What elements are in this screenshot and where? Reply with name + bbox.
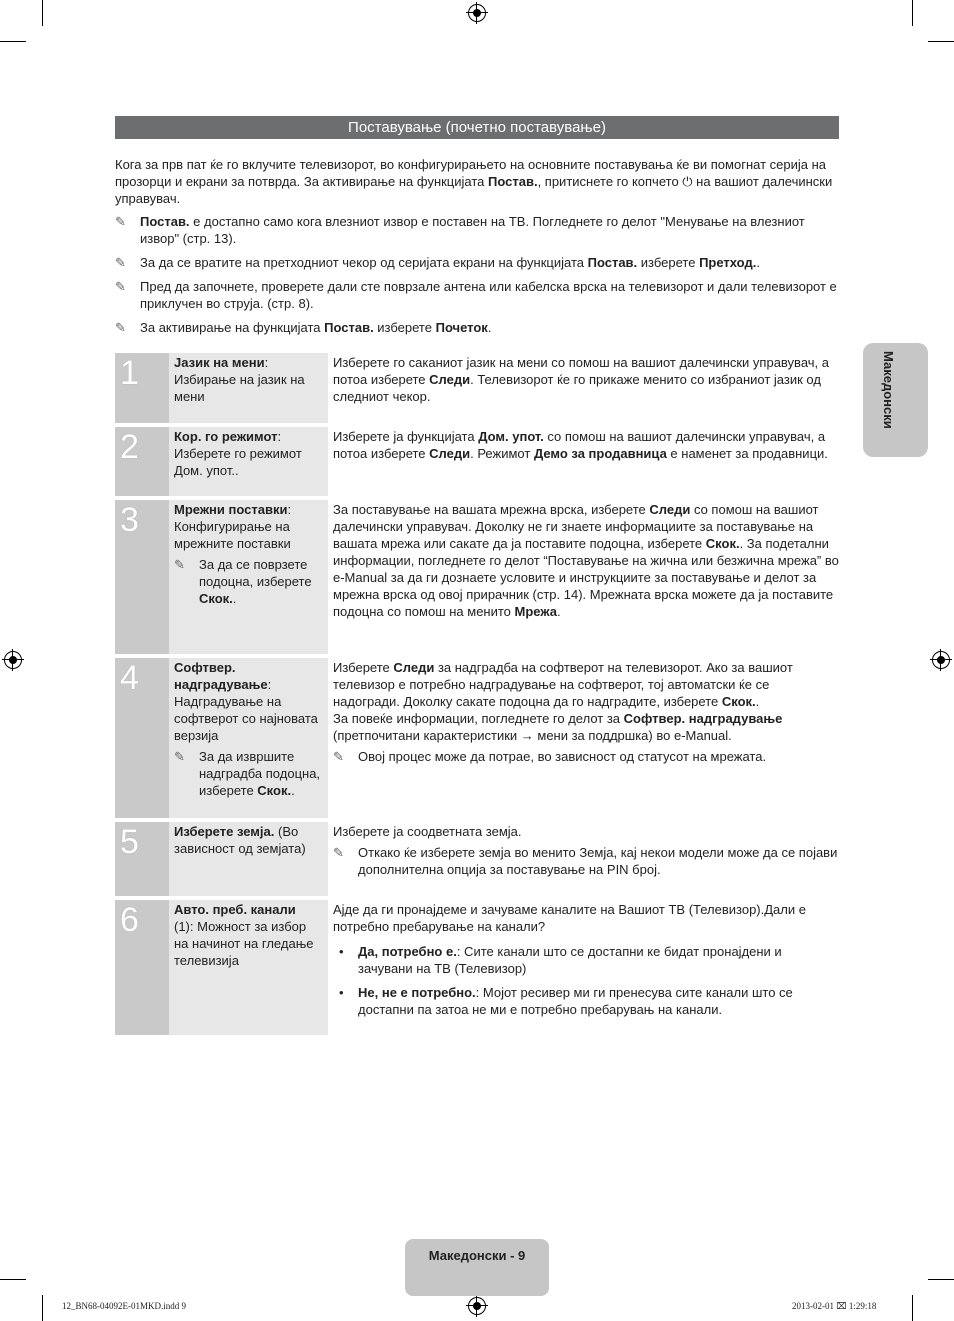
step-title: Кор. го режимот: Изберете го режимот Дом. упот.. bbox=[169, 427, 328, 496]
note-pencil-icon: ✎ bbox=[174, 749, 185, 764]
language-side-label: Македонски bbox=[881, 351, 896, 429]
note-pencil-icon: ✎ bbox=[115, 320, 126, 335]
registration-mark-icon bbox=[468, 4, 486, 22]
step-title: Софтвер. надградување: Надградување на софтверот со најновата верзија ✎ За да извршите надградба подоцна, изберете Скок.. bbox=[169, 658, 328, 818]
step-description: Изберете го саканиот јазик на мени со помош на вашиот далечински управувач, а потоа изберете Следи. Телевизорот ќе го прикаже менито со избраниот јазик од следниот чекор. bbox=[333, 355, 829, 404]
step-title: Јазик на мени: Избирање на јазик на мени bbox=[169, 353, 328, 423]
crop-mark bbox=[912, 0, 913, 26]
step-number: 3 bbox=[115, 500, 169, 654]
step-number: 2 bbox=[115, 427, 169, 496]
intro bbox=[115, 156, 839, 343]
print-footer-filename: 12_BN68-04092E-01MKD.indd 9 bbox=[62, 1301, 186, 1311]
step-number: 5 bbox=[115, 822, 169, 896]
crop-mark bbox=[912, 1295, 913, 1321]
step-description: Изберете ја функцијата Дом. упот. со помош на вашиот далечински управувач, а потоа изберете Следи. Режимот Демо за продавница е наменет за продавници. bbox=[333, 429, 828, 461]
note-pencil-icon: ✎ bbox=[115, 214, 126, 229]
option-list bbox=[333, 943, 839, 1018]
note-pencil-icon: ✎ bbox=[115, 255, 126, 270]
step-number: 6 bbox=[115, 900, 169, 1035]
step-description: За поставување на вашата мрежна врска, изберете Следи со помош на вашиот далечински управувач. Доколку не ги знаете информациите за поставување на вашата мрежа или сакате да ја поставите подоцна, изберете Скок.. За подетални информации, погледнете го делот “Поставување на жична или безжична мрежа” во e-Manual за да ги дознаете условите и инструкциите за поставување и делот за мрежна врска од овој прирачник (стр. 14). Мрежната врска можете да ја поставите подоцна со помош на менито Мрежа. bbox=[333, 502, 839, 619]
section-title: Поставување (почетно поставување) bbox=[115, 116, 839, 139]
note: ✎ За да се поврзете подоцна, изберете Скок.. bbox=[174, 557, 312, 606]
step-row bbox=[115, 658, 839, 818]
step-description: Изберете Следи за надградба на софтверот на телевизорот. Ако за вашиот телевизор е потребно надградување на софтверот, тој автоматски ќе се надогради. Доколку сакате подоцна да го надградите, изберете Скок.. За повеќе информации, погледнете го делот за Софтвер. надградување (претпочитани карактеристики → мени за поддршка) во e-Manual. ✎ Овој процес може да потрае, во зависност од статусот на мрежата. bbox=[328, 658, 839, 818]
note: ✎ Постав. е достапно само кога влезниот извор е поставен на ТВ. Погледнете го делот "Менување на влезниот извор" (стр. 13). bbox=[115, 214, 805, 246]
note-pencil-icon: ✎ bbox=[333, 845, 344, 860]
crop-mark bbox=[0, 1279, 26, 1280]
note: ✎ За да се вратите на претходниот чекор од серијата екрани на функцијата Постав. изберете Претход.. bbox=[115, 255, 760, 270]
crop-mark bbox=[928, 1279, 954, 1280]
note-pencil-icon: ✎ bbox=[115, 279, 126, 294]
step-title: Изберете земја. (Во зависност од земјата) bbox=[169, 822, 328, 896]
note: ✎ За да извршите надградба подоцна, изберете Скок.. bbox=[174, 749, 321, 798]
step-description: Ајде да ги пронајдеме и зачуваме каналите на Вашиот ТВ (Телевизор).Дали е потребно пребарување на канали? • Да, потребно е.: Сите канали што се достапни ке бидат пронајдени и зачувани на ТВ (Телевизор) • Не, не е потребно.: Мојот ресивер ми ги пренесува сите канали што се достапни па затоа не ми е потребно пребарувањ на канали. bbox=[328, 900, 839, 1035]
registration-mark-icon bbox=[4, 651, 22, 669]
step-row bbox=[115, 353, 839, 423]
registration-mark-icon bbox=[468, 1297, 486, 1315]
setup-steps-table bbox=[115, 353, 839, 1039]
step-number: 4 bbox=[115, 658, 169, 818]
crop-mark bbox=[0, 41, 26, 42]
note: ✎ За активирање на функцијата Постав. изберете Почеток. bbox=[115, 320, 492, 335]
bullet-icon: • bbox=[339, 985, 344, 1000]
note: ✎ Пред да започнете, проверете дали сте поврзале антена или кабелска врска на телевизорот и дали телевизорот е приклучен во струја. (стр. 8). bbox=[115, 279, 837, 311]
note: ✎ Откако ќе изберете земја во менито Земја, кај некои модели може да се појави дополнителна опција за поставување на PIN број. bbox=[333, 845, 838, 877]
step-row bbox=[115, 900, 839, 1035]
step-description: Изберете ја соодветната земја. ✎ Откако ќе изберете земја во менито Земја, кај некои модели може да се појави дополнителна опција за поставување на PIN број. bbox=[333, 824, 838, 877]
step-title: Мрежни поставки: Конфигурирање на мрежните поставки ✎ За да се поврзете подоцна, изберете Скок.. bbox=[169, 500, 328, 654]
intro-paragraph: Кога за прв пат ќе го вклучите телевизорот, во конфигурирањето на основните поставувања ќе ви помогнат серија на прозорци и екрани за потврда. За активирање на функцијата Постав., притиснете го копчето ⏻ на вашиот далечински управувач. bbox=[115, 157, 833, 206]
registration-mark-icon bbox=[932, 651, 950, 669]
step-row bbox=[115, 427, 839, 496]
step-row bbox=[115, 822, 839, 896]
note-pencil-icon: ✎ bbox=[174, 557, 185, 572]
crop-mark bbox=[42, 0, 43, 26]
crop-mark bbox=[928, 41, 954, 42]
step-row bbox=[115, 500, 839, 654]
step-title: Авто. преб. канали (1): Можност за избор на начинот на гледање телевизија bbox=[169, 900, 328, 1035]
bullet-icon: • bbox=[339, 944, 344, 959]
print-footer-timestamp: 2013-02-01 ⌧ 1:29:18 bbox=[792, 1301, 877, 1311]
step-number: 1 bbox=[115, 353, 169, 423]
list-item: • Не, не е потребно.: Мојот ресивер ми ги пренесува сите канали што се достапни па затоа не ми е потребно пребарувањ на канали. bbox=[333, 984, 839, 1018]
note: ✎ Овој процес може да потрае, во зависност од статусот на мрежата. bbox=[333, 749, 767, 764]
crop-mark bbox=[42, 1295, 43, 1321]
list-item: • Да, потребно е.: Сите канали што се достапни ке бидат пронајдени и зачувани на ТВ (Телевизор) bbox=[333, 943, 839, 977]
note-pencil-icon: ✎ bbox=[333, 749, 344, 764]
page-number: Македонски - 9 bbox=[428, 1248, 526, 1263]
